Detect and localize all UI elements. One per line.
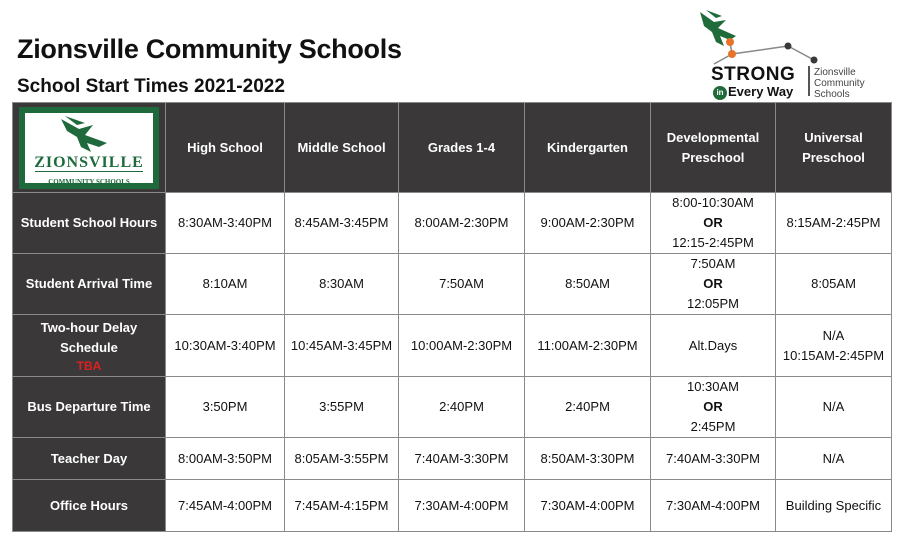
table-cell: 7:40AM-3:30PM <box>399 438 525 480</box>
brand-sub-line: Zionsville <box>814 67 856 78</box>
column-header-line: Preschool <box>802 149 865 165</box>
table-row <box>13 438 892 480</box>
row-header: Student Arrival Time <box>13 254 166 315</box>
row-header-line: Schedule <box>60 339 118 355</box>
table-row <box>13 315 892 377</box>
table-cell: 8:50AM-3:30PM <box>525 438 651 480</box>
brand-sub-line: Schools <box>814 89 850 100</box>
logo-subtitle: COMMUNITY SCHOOLS <box>35 171 143 192</box>
row-header: Teacher Day <box>13 438 166 480</box>
table-cell: N/A <box>776 377 892 438</box>
page-title: Zionsville Community Schools <box>17 34 402 64</box>
table-cell: 2:40PM <box>399 377 525 438</box>
table-cell: Building Specific <box>776 480 892 532</box>
table-cell: 3:55PM <box>285 377 399 438</box>
cell-line: 7:50AM <box>690 256 736 271</box>
cell-line: 10:30AM <box>686 379 740 394</box>
table-cell: N/A <box>776 438 892 480</box>
column-header <box>776 103 892 193</box>
brand-sub-line: Community <box>814 78 865 89</box>
table-cell: 7:45AM-4:00PM <box>166 480 285 532</box>
column-header: Kindergarten <box>525 103 651 193</box>
table-cell: 8:00AM-3:50PM <box>166 438 285 480</box>
table-row <box>13 480 892 532</box>
table-cell: 2:40PM <box>525 377 651 438</box>
table-cell <box>651 254 776 315</box>
table-cell: 8:05AM-3:55PM <box>285 438 399 480</box>
table-row <box>13 377 892 438</box>
strong-in-every-way-logo <box>696 6 892 98</box>
logo-wordmark: ZIONSVILLE <box>34 153 144 171</box>
table-cell: 8:50AM <box>525 254 651 315</box>
row-header-line: Two-hour Delay <box>40 319 138 335</box>
cell-line: 12:15-2:45PM <box>672 235 754 250</box>
brand-every-way <box>713 84 793 100</box>
table-row <box>13 254 892 315</box>
table-header-row <box>13 103 892 193</box>
table-cell: 7:50AM <box>399 254 525 315</box>
table-cell <box>651 193 776 254</box>
column-header: Middle School <box>285 103 399 193</box>
row-header <box>13 315 166 377</box>
row-header: Student School Hours <box>13 193 166 254</box>
table-cell: 10:45AM-3:45PM <box>285 315 399 377</box>
brand-every-way-text: Every Way <box>728 84 794 99</box>
column-header <box>651 103 776 193</box>
table-cell: 8:45AM-3:45PM <box>285 193 399 254</box>
cell-line: 10:15AM-2:45PM <box>782 347 885 363</box>
cell-line: 8:00-10:30AM <box>672 195 754 210</box>
table-cell: 3:50PM <box>166 377 285 438</box>
row-header: Bus Departure Time <box>13 377 166 438</box>
logo-cell <box>13 103 166 193</box>
brand-divider <box>808 66 810 96</box>
table-cell: 9:00AM-2:30PM <box>525 193 651 254</box>
table-cell: 7:30AM-4:00PM <box>525 480 651 532</box>
brand-in-badge: in <box>713 86 727 100</box>
column-header-line: Preschool <box>681 149 745 165</box>
table-cell <box>651 377 776 438</box>
row-header: Office Hours <box>13 480 166 532</box>
page-subtitle: School Start Times 2021-2022 <box>17 76 285 97</box>
table-cell: 8:10AM <box>166 254 285 315</box>
eagle-icon <box>59 115 119 153</box>
column-header-line: Developmental <box>666 129 760 145</box>
table-cell: Alt.Days <box>651 315 776 377</box>
brand-district-name <box>814 67 865 100</box>
table-cell <box>776 315 892 377</box>
table-cell: 8:00AM-2:30PM <box>399 193 525 254</box>
column-header-line: Universal <box>804 129 863 145</box>
cell-line: OR <box>703 276 723 291</box>
table-row <box>13 193 892 254</box>
table-cell: 10:00AM-2:30PM <box>399 315 525 377</box>
table-cell: 7:45AM-4:15PM <box>285 480 399 532</box>
zionsville-logo <box>19 107 159 189</box>
table-cell: 8:30AM <box>285 254 399 315</box>
table-cell: 11:00AM-2:30PM <box>525 315 651 377</box>
column-header: Grades 1-4 <box>399 103 525 193</box>
cell-line: 2:45PM <box>690 419 736 434</box>
tba-note: TBA <box>76 358 102 373</box>
cell-line: 12:05PM <box>686 296 740 311</box>
table-cell: 7:30AM-4:00PM <box>651 480 776 532</box>
cell-line: OR <box>703 399 723 414</box>
cell-line: OR <box>703 215 723 230</box>
cell-line: N/A <box>822 327 845 343</box>
table-cell: 10:30AM-3:40PM <box>166 315 285 377</box>
table-cell: 8:05AM <box>776 254 892 315</box>
table-cell: 7:40AM-3:30PM <box>651 438 776 480</box>
brand-strong-text: STRONG <box>711 64 796 85</box>
table-cell: 8:15AM-2:45PM <box>776 193 892 254</box>
table-cell: 8:30AM-3:40PM <box>166 193 285 254</box>
column-header: High School <box>166 103 285 193</box>
table-cell: 7:30AM-4:00PM <box>399 480 525 532</box>
start-times-table <box>12 102 892 532</box>
